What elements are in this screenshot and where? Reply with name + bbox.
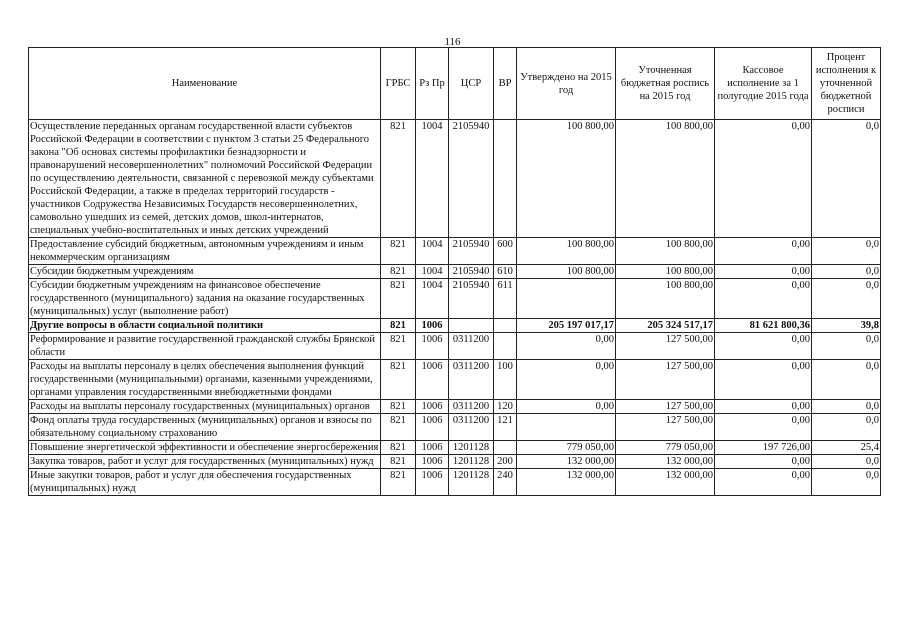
row-rzpr: 1006 — [416, 400, 449, 414]
row-percent: 0,0 — [812, 238, 881, 265]
header-approved: Утверждено на 2015 год — [517, 48, 616, 120]
row-name: Другие вопросы в области социальной политики — [29, 319, 381, 333]
row-vr: 121 — [494, 414, 517, 441]
row-cash: 0,00 — [715, 333, 812, 360]
row-refined: 100 800,00 — [616, 120, 715, 238]
row-refined: 779 050,00 — [616, 441, 715, 455]
budget-table — [28, 47, 881, 496]
table-body — [29, 120, 881, 496]
row-name: Иные закупки товаров, работ и услуг для обеспечения государственных (муниципальных) нужд — [29, 469, 381, 496]
table-row — [29, 455, 881, 469]
row-refined: 100 800,00 — [616, 238, 715, 265]
table-row — [29, 441, 881, 455]
row-refined: 127 500,00 — [616, 414, 715, 441]
row-grbs: 821 — [381, 400, 416, 414]
row-rzpr: 1006 — [416, 333, 449, 360]
row-percent: 0,0 — [812, 400, 881, 414]
row-refined: 127 500,00 — [616, 360, 715, 400]
row-cash: 0,00 — [715, 469, 812, 496]
row-percent: 39,8 — [812, 319, 881, 333]
header-grbs: ГРБС — [381, 48, 416, 120]
row-rzpr: 1006 — [416, 469, 449, 496]
row-percent: 0,0 — [812, 455, 881, 469]
table-row — [29, 360, 881, 400]
row-approved: 100 800,00 — [517, 238, 616, 265]
row-approved: 100 800,00 — [517, 265, 616, 279]
row-approved: 100 800,00 — [517, 120, 616, 238]
table-row — [29, 120, 881, 238]
header-refined: Уточненная бюджетная роспись на 2015 год — [616, 48, 715, 120]
row-name: Расходы на выплаты персоналу в целях обеспечения выполнения функций государственными (муниципальными) органами, казенными учреждениями, органами управления государственными внебюджетными фондами — [29, 360, 381, 400]
row-grbs: 821 — [381, 319, 416, 333]
row-csr — [449, 319, 494, 333]
row-csr: 1201128 — [449, 455, 494, 469]
row-percent: 0,0 — [812, 469, 881, 496]
row-csr: 0311200 — [449, 360, 494, 400]
row-cash: 0,00 — [715, 400, 812, 414]
row-name: Субсидии бюджетным учреждениям на финансовое обеспечение государственного (муниципального) задания на оказание государственных (муниципальных) услуг (выполнение работ) — [29, 279, 381, 319]
row-name: Закупка товаров, работ и услуг для государственных (муниципальных) нужд — [29, 455, 381, 469]
row-name: Фонд оплаты труда государственных (муниципальных) органов и взносы по обязательному социальному страхованию — [29, 414, 381, 441]
row-vr: 120 — [494, 400, 517, 414]
row-approved: 132 000,00 — [517, 469, 616, 496]
row-name: Реформирование и развитие государственной гражданской службы Брянской области — [29, 333, 381, 360]
row-vr: 200 — [494, 455, 517, 469]
row-percent: 0,0 — [812, 333, 881, 360]
row-cash: 0,00 — [715, 455, 812, 469]
row-refined: 132 000,00 — [616, 455, 715, 469]
row-approved — [517, 279, 616, 319]
row-cash: 0,00 — [715, 360, 812, 400]
row-cash: 197 726,00 — [715, 441, 812, 455]
table-row — [29, 265, 881, 279]
row-csr: 1201128 — [449, 441, 494, 455]
header-percent: Процент исполнения к уточненной бюджетной росписи — [812, 48, 881, 120]
row-grbs: 821 — [381, 120, 416, 238]
row-name: Повышение энергетической эффективности и обеспечение энергосбережения — [29, 441, 381, 455]
row-vr — [494, 441, 517, 455]
row-vr: 610 — [494, 265, 517, 279]
row-csr: 2105940 — [449, 238, 494, 265]
row-name: Осуществление переданных органам государственной власти субъектов Российской Федерации в соответствии с пунктом 3 статьи 25 Федерального закона "Об основах системы профилактики безнадзорности и правонарушений несовершеннолетних" полномочий Российской Федерации по осуществлению деятельности, связанной с перевозкой между субъектами Российской Федерации, а также в пределах территорий государств - участников Содружества Независимых Государств несовершеннолетних, самовольно ушедших из семей, детских домов, школ-интернатов, специальных учебно-воспитательных и иных детских учреждений — [29, 120, 381, 238]
table-row — [29, 414, 881, 441]
row-grbs: 821 — [381, 469, 416, 496]
header-cash: Кассовое исполнение за 1 полугодие 2015 года — [715, 48, 812, 120]
row-refined: 127 500,00 — [616, 400, 715, 414]
row-csr: 0311200 — [449, 333, 494, 360]
row-percent: 0,0 — [812, 265, 881, 279]
row-name: Расходы на выплаты персоналу государственных (муниципальных) органов — [29, 400, 381, 414]
row-approved: 0,00 — [517, 333, 616, 360]
row-cash: 0,00 — [715, 279, 812, 319]
row-grbs: 821 — [381, 265, 416, 279]
row-csr: 2105940 — [449, 265, 494, 279]
row-grbs: 821 — [381, 333, 416, 360]
row-rzpr: 1006 — [416, 319, 449, 333]
header-name: Наименование — [29, 48, 381, 120]
table-header — [29, 48, 881, 120]
row-vr: 611 — [494, 279, 517, 319]
table-row — [29, 333, 881, 360]
row-name: Предоставление субсидий бюджетным, автономным учреждениям и иным некоммерческим организациям — [29, 238, 381, 265]
row-csr: 2105940 — [449, 120, 494, 238]
row-approved: 779 050,00 — [517, 441, 616, 455]
row-approved: 0,00 — [517, 360, 616, 400]
row-csr: 1201128 — [449, 469, 494, 496]
row-rzpr: 1006 — [416, 414, 449, 441]
row-refined: 127 500,00 — [616, 333, 715, 360]
row-percent: 25,4 — [812, 441, 881, 455]
row-rzpr: 1004 — [416, 279, 449, 319]
row-csr: 0311200 — [449, 414, 494, 441]
table-row — [29, 469, 881, 496]
row-grbs: 821 — [381, 360, 416, 400]
row-vr — [494, 333, 517, 360]
row-cash: 0,00 — [715, 265, 812, 279]
page-number: 116 — [444, 36, 461, 48]
row-rzpr: 1004 — [416, 120, 449, 238]
row-rzpr: 1004 — [416, 238, 449, 265]
row-grbs: 821 — [381, 279, 416, 319]
row-refined: 100 800,00 — [616, 279, 715, 319]
row-cash: 0,00 — [715, 414, 812, 441]
row-refined: 205 324 517,17 — [616, 319, 715, 333]
header-csr: ЦСР — [449, 48, 494, 120]
table-row — [29, 238, 881, 265]
row-rzpr: 1006 — [416, 441, 449, 455]
row-cash: 81 621 800,36 — [715, 319, 812, 333]
row-cash: 0,00 — [715, 120, 812, 238]
row-name: Субсидии бюджетным учреждениям — [29, 265, 381, 279]
row-refined: 100 800,00 — [616, 265, 715, 279]
row-vr: 240 — [494, 469, 517, 496]
row-percent: 0,0 — [812, 120, 881, 238]
row-vr — [494, 120, 517, 238]
row-refined: 132 000,00 — [616, 469, 715, 496]
row-vr — [494, 319, 517, 333]
row-csr: 2105940 — [449, 279, 494, 319]
row-percent: 0,0 — [812, 414, 881, 441]
row-grbs: 821 — [381, 414, 416, 441]
row-approved: 132 000,00 — [517, 455, 616, 469]
header-rzpr: Рз Пр — [416, 48, 449, 120]
header-vr: ВР — [494, 48, 517, 120]
row-cash: 0,00 — [715, 238, 812, 265]
row-grbs: 821 — [381, 441, 416, 455]
row-vr: 600 — [494, 238, 517, 265]
row-percent: 0,0 — [812, 279, 881, 319]
row-rzpr: 1006 — [416, 360, 449, 400]
row-percent: 0,0 — [812, 360, 881, 400]
row-rzpr: 1004 — [416, 265, 449, 279]
row-approved — [517, 414, 616, 441]
table-row — [29, 279, 881, 319]
row-vr: 100 — [494, 360, 517, 400]
table-row — [29, 400, 881, 414]
row-csr: 0311200 — [449, 400, 494, 414]
row-approved: 0,00 — [517, 400, 616, 414]
row-grbs: 821 — [381, 238, 416, 265]
table-row — [29, 319, 881, 333]
row-approved: 205 197 017,17 — [517, 319, 616, 333]
row-grbs: 821 — [381, 455, 416, 469]
row-rzpr: 1006 — [416, 455, 449, 469]
